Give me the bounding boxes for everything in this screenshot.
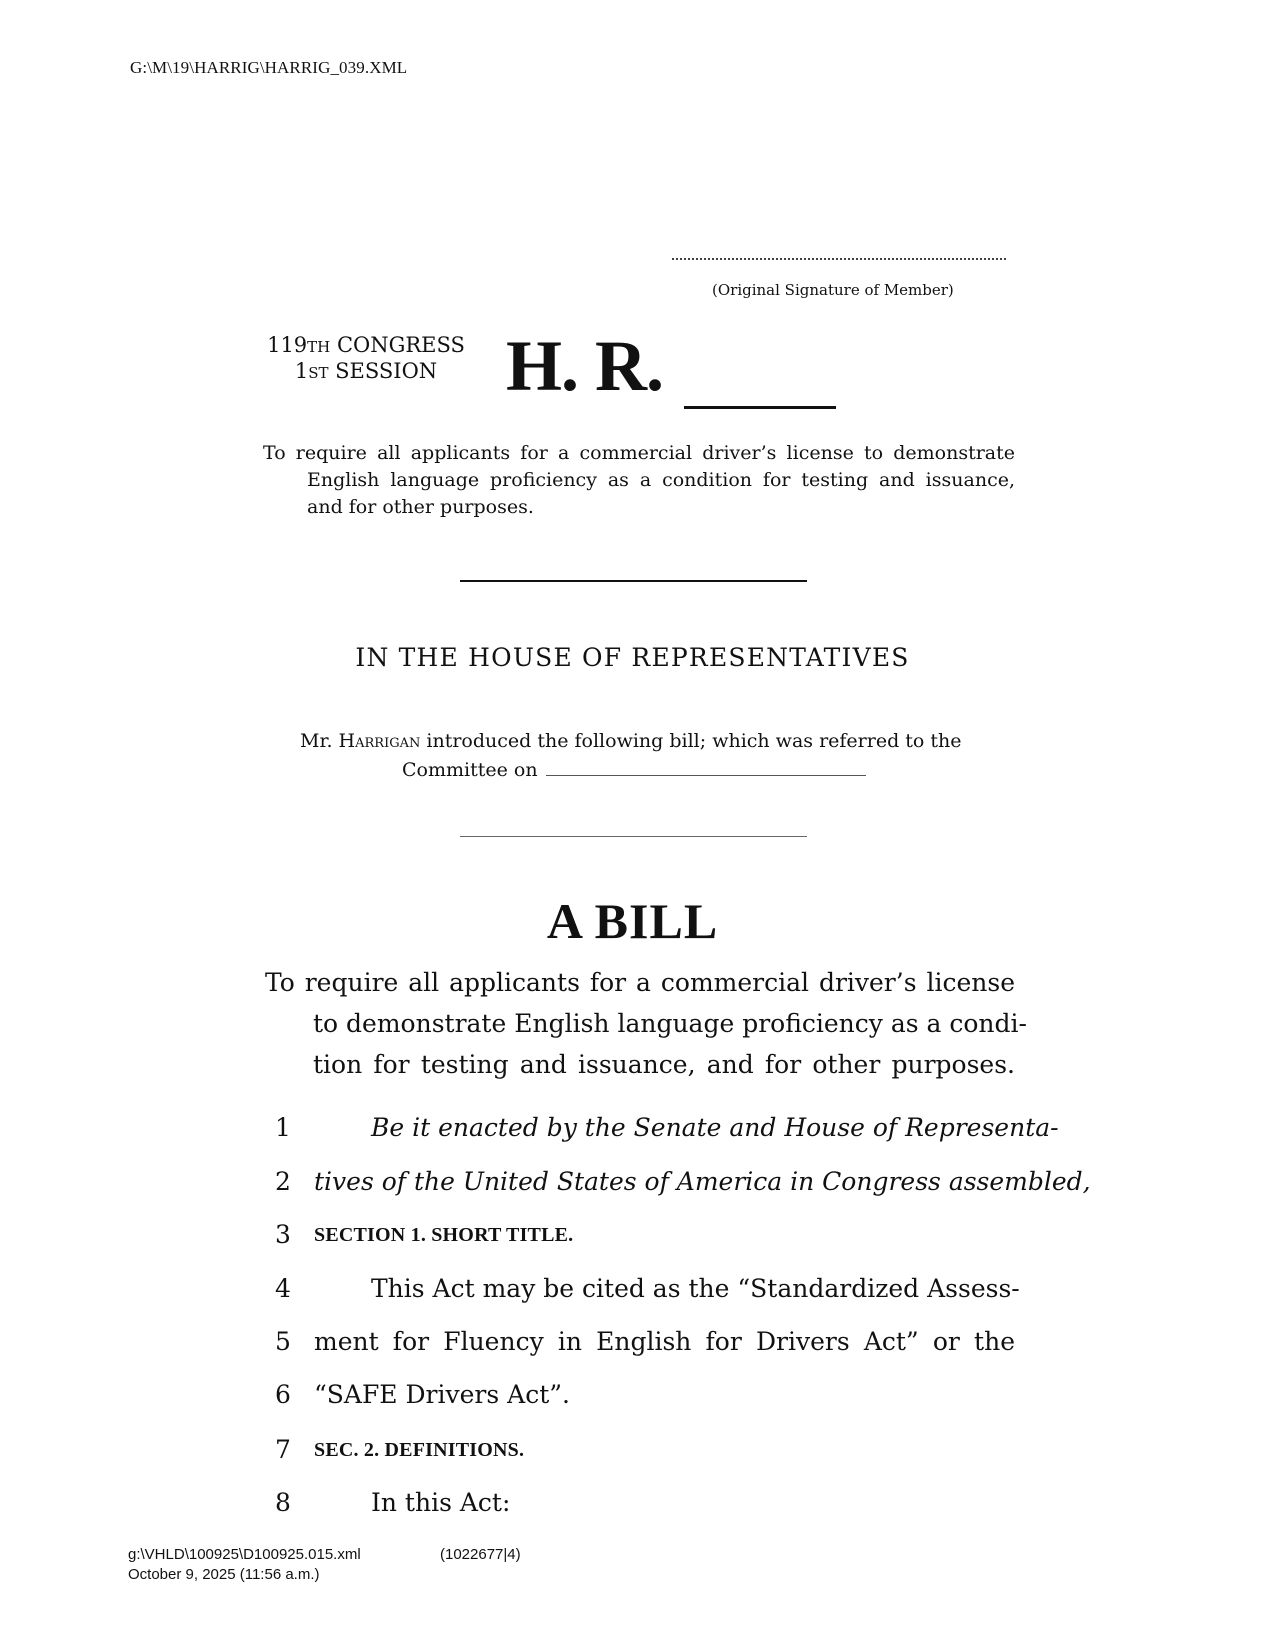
- signature-line: [672, 258, 1006, 260]
- line-number: 1: [275, 1113, 291, 1142]
- sponsor-name: Harrigan: [338, 730, 421, 752]
- congress-ordinal: TH: [307, 338, 331, 356]
- congress-number: 119: [267, 333, 308, 357]
- bill-text-line: [272, 1108, 1059, 1148]
- bill-heading: A BILL: [546, 893, 719, 949]
- short-title: [263, 440, 1015, 521]
- line-text: ment for Fluency in English for Drivers Act” or the: [314, 1327, 1015, 1356]
- chamber-heading: IN THE HOUSE OF REPRESENTATIVES: [355, 643, 910, 672]
- line-number: 7: [275, 1435, 291, 1464]
- short-title-line: and for other purposes.: [307, 496, 534, 518]
- line-text: “SAFE Drivers Act”.: [314, 1380, 570, 1409]
- bill-text-line: [272, 1483, 1015, 1523]
- bill-type-title: H. R.: [506, 326, 663, 406]
- committee-line: [402, 755, 866, 784]
- footer-document-id: (1022677|4): [440, 1546, 521, 1563]
- footer-timestamp: October 9, 2025 (11:56 a.m.): [128, 1566, 320, 1583]
- line-text: In this Act:: [371, 1488, 511, 1517]
- bill-text-line: [272, 1375, 1015, 1415]
- document-footer: [128, 1545, 521, 1585]
- line-text: This Act may be cited as the “Standardized Assess-: [371, 1274, 1020, 1303]
- footer-file: g:\VHLD\100925\D100925.015.xml: [128, 1546, 361, 1563]
- long-title-line: tion for testing and issuance, and for other purposes.: [313, 1050, 1015, 1079]
- introduction-text: introduced the following bill; which was referred to the: [420, 730, 962, 752]
- short-title-line: English language proficiency as a condition for testing and issuance,: [307, 469, 1015, 491]
- bill-text-line: [272, 1430, 1015, 1470]
- session-word: SESSION: [328, 359, 438, 383]
- congress-session-block: [261, 333, 471, 385]
- line-number: 8: [275, 1488, 291, 1517]
- section-heading: SECTION 1. SHORT TITLE.: [314, 1224, 574, 1246]
- long-title-line: to demonstrate English language proficiency as a condi-: [313, 1009, 1027, 1038]
- committee-blank: [546, 755, 866, 776]
- section-divider-rule: [460, 836, 807, 837]
- section-divider-rule: [460, 580, 807, 582]
- session-ordinal: ST: [308, 364, 329, 382]
- introduction-statement: [300, 727, 970, 781]
- long-title: [265, 962, 1027, 1085]
- section-heading: SEC. 2. DEFINITIONS.: [314, 1439, 525, 1461]
- introduction-line: [300, 727, 970, 755]
- signature-label: (Original Signature of Member): [712, 281, 954, 299]
- line-text: Be it enacted by the Senate and House of Representa-: [371, 1113, 1059, 1142]
- session-label: [261, 359, 471, 385]
- bill-text-line: [272, 1162, 1091, 1202]
- bill-text-line: [272, 1269, 1020, 1309]
- line-number: 6: [275, 1380, 291, 1409]
- bill-text-line: [272, 1322, 1015, 1362]
- sponsor-prefix: Mr.: [300, 730, 339, 752]
- congress-word: CONGRESS: [330, 333, 465, 357]
- line-number: 5: [275, 1327, 291, 1356]
- line-number: 2: [275, 1167, 291, 1196]
- line-text: tives of the United States of America in Congress assembled,: [314, 1167, 1091, 1196]
- committee-label: Committee on: [402, 759, 538, 781]
- bill-text-line: [272, 1215, 1015, 1255]
- long-title-line: To require all applicants for a commercial driver’s license: [265, 968, 1015, 997]
- short-title-line: To require all applicants for a commercial driver’s license to demonstrate: [263, 442, 1015, 464]
- line-number: 4: [275, 1274, 291, 1303]
- session-number: 1: [294, 359, 309, 383]
- line-number: 3: [275, 1220, 291, 1249]
- bill-number-blank: [684, 406, 836, 409]
- congress-label: [261, 333, 471, 359]
- document-file-path: G:\M\19\HARRIG\HARRIG_039.XML: [130, 58, 408, 77]
